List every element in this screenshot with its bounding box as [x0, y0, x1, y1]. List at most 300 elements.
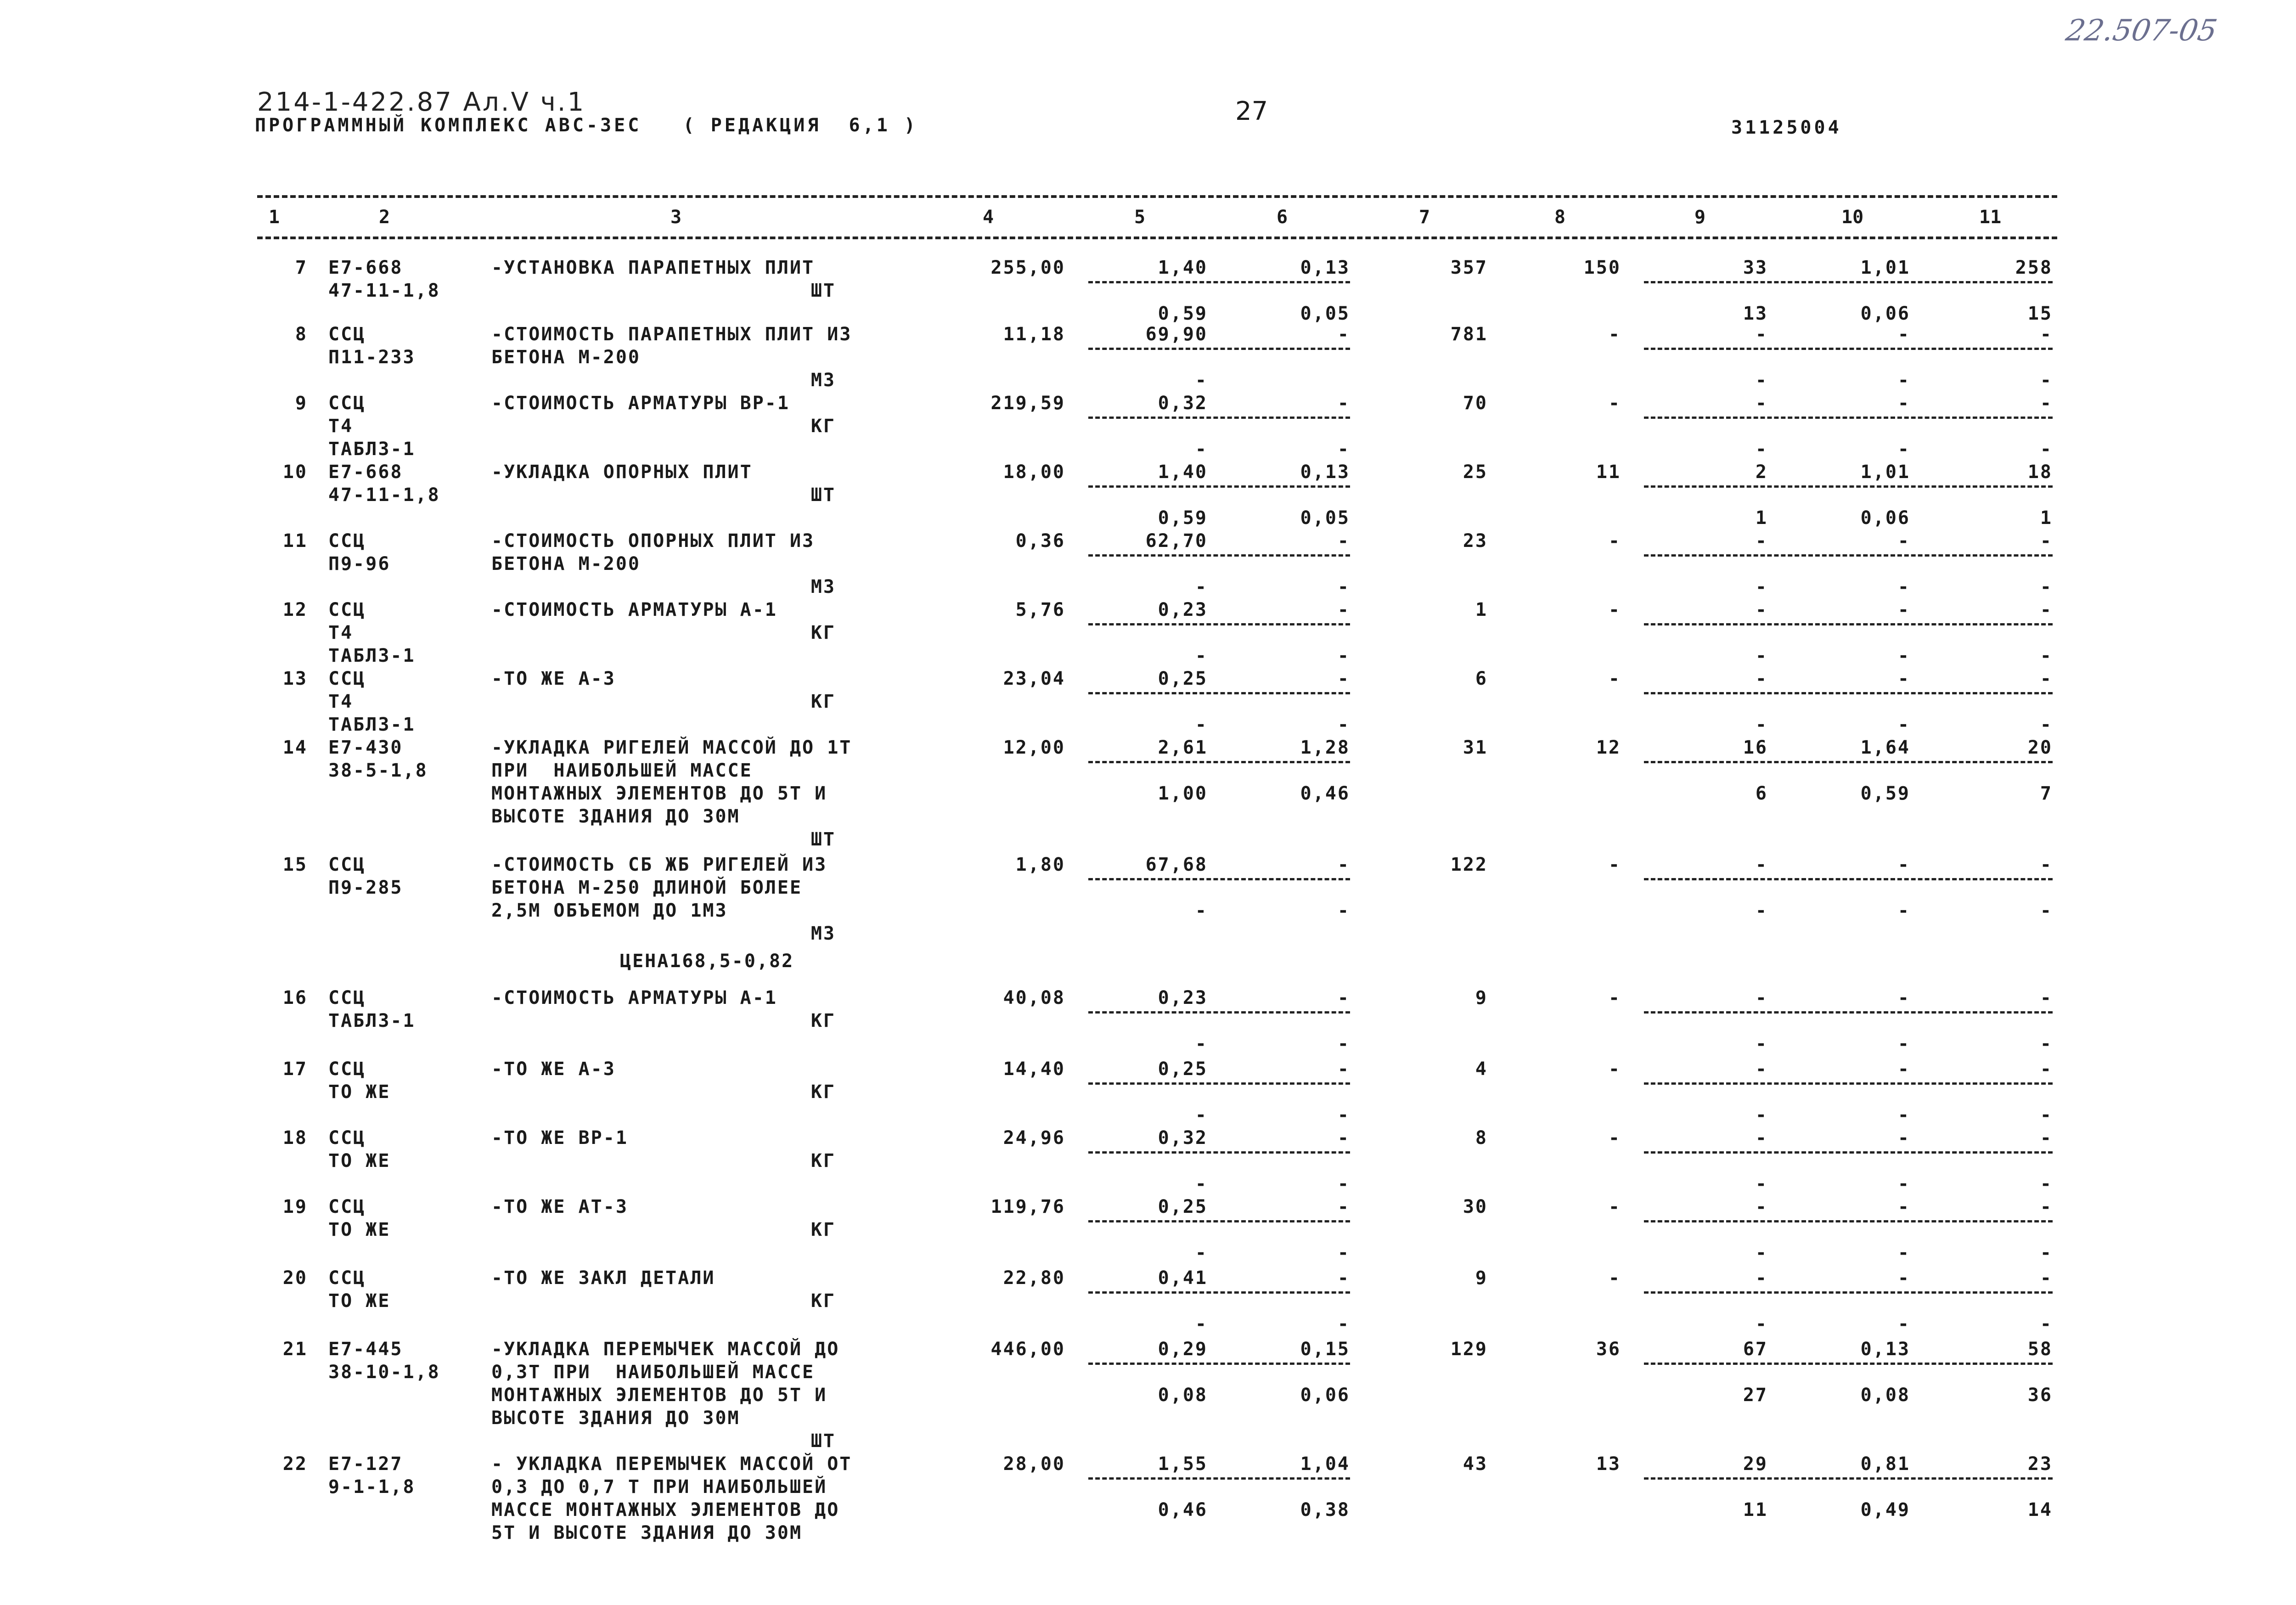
machine-total: 2	[1755, 462, 1768, 483]
wages-total: -	[1608, 854, 1621, 875]
wages-total: -	[1608, 668, 1621, 689]
row-number: 10	[282, 462, 308, 483]
cell-separator	[1644, 1011, 2053, 1014]
labor-per-unit: -	[1897, 1059, 1910, 1080]
unit-cost: 67,68	[1145, 854, 1208, 875]
unit-machine-cost-secondary: 0,38	[1300, 1499, 1350, 1521]
work-description: МАССЕ МОНТАЖНЫХ ЭЛЕМЕНТОВ ДО	[491, 1499, 840, 1521]
unit-machine-cost: -	[1337, 1059, 1350, 1080]
cell-separator	[1644, 1151, 2053, 1154]
machine-total-secondary: -	[1755, 1313, 1768, 1335]
work-description: МОНТАЖНЫХ ЭЛЕМЕНТОВ ДО 5Т И	[491, 1385, 827, 1406]
cell-separator	[1644, 1220, 2053, 1222]
machine-total: -	[1755, 324, 1768, 345]
labor-per-unit-secondary: 0,49	[1860, 1499, 1910, 1521]
labor-per-unit: -	[1897, 668, 1910, 689]
unit-cost-secondary: -	[1195, 714, 1208, 735]
work-description: -ТО ЖЕ А-3	[491, 1059, 616, 1080]
unit-machine-cost-secondary: 0,05	[1300, 507, 1350, 529]
norm-code: 47-11-1,8	[328, 280, 440, 301]
total-cost: 25	[1463, 462, 1488, 483]
unit-machine-cost: -	[1337, 668, 1350, 689]
column-header-11: 11	[1979, 207, 2002, 228]
unit-of-measure: КГ	[810, 1010, 836, 1031]
unit-cost-secondary: -	[1195, 900, 1208, 921]
labor-per-unit-secondary: 0,06	[1860, 507, 1910, 529]
cell-separator	[1644, 878, 2053, 880]
work-description: БЕТОНА М-200	[491, 347, 641, 368]
norm-code: П9-96	[328, 553, 391, 574]
unit-cost: 62,70	[1145, 530, 1208, 552]
labor-per-unit-secondary: -	[1897, 1033, 1910, 1054]
total-cost: 1	[1475, 599, 1488, 620]
labor-per-unit-secondary: 0,06	[1860, 303, 1910, 324]
norm-code: ТО ЖЕ	[328, 1290, 391, 1312]
work-description: -СТОИМОСТЬ АРМАТУРЫ ВР-1	[491, 393, 790, 414]
machine-total-secondary: 27	[1743, 1385, 1768, 1406]
labor-per-unit: 1,64	[1860, 737, 1910, 758]
work-description: -УКЛАДКА ПЕРЕМЫЧЕК МАССОЙ ДО	[491, 1339, 840, 1360]
document-number: 31125004	[1731, 117, 1842, 138]
quantity: 22,80	[1003, 1267, 1065, 1289]
norm-code: П11-233	[328, 347, 416, 368]
wages-total: 11	[1596, 462, 1621, 483]
unit-machine-cost: -	[1337, 599, 1350, 620]
column-header-8: 8	[1554, 207, 1566, 228]
norm-code: ССЦ	[328, 1059, 366, 1080]
norm-code: П9-285	[328, 877, 403, 898]
labor-per-unit: -	[1897, 1196, 1910, 1217]
total-cost: 9	[1475, 1267, 1488, 1289]
price-note: ЦЕНА168,5-0,82	[620, 951, 794, 972]
corner-stamp: 22.507-05	[2063, 14, 2220, 48]
cell-separator	[1644, 623, 2053, 625]
labor-per-unit: 1,01	[1860, 462, 1910, 483]
labor-total-secondary: -	[2040, 439, 2053, 460]
labor-total: -	[2040, 987, 2053, 1008]
norm-code: 38-10-1,8	[328, 1362, 440, 1383]
norm-code: ССЦ	[328, 324, 366, 345]
norm-code: ССЦ	[328, 1196, 366, 1217]
labor-total: 258	[2015, 257, 2053, 278]
quantity: 219,59	[990, 393, 1065, 414]
unit-of-measure: КГ	[810, 1219, 836, 1240]
row-number: 13	[282, 668, 308, 689]
machine-total-secondary: -	[1755, 714, 1768, 735]
header-bottom-rule	[257, 237, 2057, 239]
labor-per-unit-secondary: -	[1897, 1173, 1910, 1194]
unit-cost-secondary: -	[1195, 1313, 1208, 1335]
norm-code: ТАБЛ3-1	[328, 439, 416, 460]
work-description: БЕТОНА М-200	[491, 553, 641, 574]
row-number: 15	[282, 854, 308, 875]
row-number: 17	[282, 1059, 308, 1080]
cell-separator	[1644, 692, 2053, 694]
row-number: 7	[295, 257, 308, 278]
row-number: 19	[282, 1196, 308, 1217]
work-description: -УСТАНОВКА ПАРАПЕТНЫХ ПЛИТ	[491, 257, 815, 278]
norm-code: ТО ЖЕ	[328, 1219, 391, 1240]
cell-separator	[1088, 1151, 1350, 1154]
unit-cost: 0,23	[1158, 599, 1208, 620]
total-cost: 30	[1463, 1196, 1488, 1217]
unit-machine-cost: -	[1337, 393, 1350, 414]
labor-total-secondary: -	[2040, 576, 2053, 597]
quantity: 28,00	[1003, 1453, 1065, 1475]
unit-of-measure: М3	[810, 576, 836, 597]
machine-total: -	[1755, 530, 1768, 552]
cell-separator	[1088, 281, 1350, 283]
header-top-rule	[257, 195, 2057, 198]
norm-code: ССЦ	[328, 530, 366, 552]
wages-total: -	[1608, 393, 1621, 414]
unit-cost-secondary: -	[1195, 1033, 1208, 1054]
quantity: 23,04	[1003, 668, 1065, 689]
unit-machine-cost-secondary: 0,06	[1300, 1385, 1350, 1406]
quantity: 119,76	[990, 1196, 1065, 1217]
labor-per-unit: -	[1897, 854, 1910, 875]
work-description: БЕТОНА М-250 ДЛИНОЙ БОЛЕЕ	[491, 877, 803, 898]
unit-cost-secondary: -	[1195, 1242, 1208, 1263]
labor-per-unit-secondary: -	[1897, 1104, 1910, 1126]
cell-separator	[1088, 878, 1350, 880]
cell-separator	[1644, 554, 2053, 557]
unit-cost: 69,90	[1145, 324, 1208, 345]
unit-of-measure: ШТ	[810, 829, 836, 850]
column-header-4: 4	[983, 207, 994, 228]
unit-cost: 0,29	[1158, 1339, 1208, 1360]
machine-total-secondary: 13	[1743, 303, 1768, 324]
unit-of-measure: КГ	[810, 691, 836, 712]
machine-total-secondary: -	[1755, 1173, 1768, 1194]
row-number: 9	[295, 393, 308, 414]
machine-total: -	[1755, 1267, 1768, 1289]
unit-machine-cost-secondary: -	[1337, 576, 1350, 597]
unit-cost: 0,25	[1158, 1196, 1208, 1217]
cell-separator	[1644, 1082, 2053, 1085]
labor-total-secondary: -	[2040, 1242, 2053, 1263]
labor-per-unit-secondary: -	[1897, 645, 1910, 666]
labor-per-unit: -	[1897, 1267, 1910, 1289]
row-number: 12	[282, 599, 308, 620]
wages-total: 150	[1583, 257, 1621, 278]
total-cost: 23	[1463, 530, 1488, 552]
labor-total: 18	[2027, 462, 2053, 483]
machine-total-secondary: 11	[1743, 1499, 1768, 1521]
labor-per-unit-secondary: -	[1897, 900, 1910, 921]
labor-total-secondary: 1	[2040, 507, 2053, 529]
labor-total: -	[2040, 393, 2053, 414]
labor-total: -	[2040, 854, 2053, 875]
unit-cost: 0,25	[1158, 668, 1208, 689]
unit-machine-cost: -	[1337, 1196, 1350, 1217]
work-description: 2,5М ОБЪЕМОМ ДО 1М3	[491, 900, 728, 921]
labor-per-unit: -	[1897, 530, 1910, 552]
unit-of-measure: КГ	[810, 1290, 836, 1312]
machine-total-secondary: 1	[1755, 507, 1768, 529]
cell-separator	[1644, 1477, 2053, 1480]
unit-machine-cost: 0,13	[1300, 462, 1350, 483]
labor-total-secondary: 36	[2027, 1385, 2053, 1406]
labor-total-secondary: -	[2040, 1033, 2053, 1054]
work-description: -ТО ЖЕ АТ-3	[491, 1196, 628, 1217]
unit-cost: 0,23	[1158, 987, 1208, 1008]
quantity: 24,96	[1003, 1127, 1065, 1149]
cell-separator	[1644, 761, 2053, 763]
unit-machine-cost-secondary: -	[1337, 714, 1350, 735]
unit-of-measure: КГ	[810, 1150, 836, 1171]
machine-total: -	[1755, 1127, 1768, 1149]
row-number: 8	[295, 324, 308, 345]
norm-code: Е7-445	[328, 1339, 403, 1360]
unit-cost-secondary: -	[1195, 1104, 1208, 1126]
work-description: ВЫСОТЕ ЗДАНИЯ ДО 30М	[491, 806, 740, 827]
labor-per-unit-secondary: 0,08	[1860, 1385, 1910, 1406]
norm-code: Т4	[328, 622, 354, 643]
norm-code: ТАБЛ3-1	[328, 1010, 416, 1031]
cell-separator	[1644, 1363, 2053, 1365]
labor-per-unit: 1,01	[1860, 257, 1910, 278]
labor-total: -	[2040, 324, 2053, 345]
norm-code: ТО ЖЕ	[328, 1150, 391, 1171]
unit-machine-cost: -	[1337, 324, 1350, 345]
unit-cost: 0,41	[1158, 1267, 1208, 1289]
unit-machine-cost-secondary: -	[1337, 645, 1350, 666]
machine-total-secondary: -	[1755, 370, 1768, 391]
norm-code: Е7-668	[328, 462, 403, 483]
unit-cost-secondary: 0,59	[1158, 303, 1208, 324]
unit-machine-cost-secondary: -	[1337, 1104, 1350, 1126]
labor-per-unit: 0,13	[1860, 1339, 1910, 1360]
labor-total-secondary: -	[2040, 900, 2053, 921]
machine-total-secondary: -	[1755, 1033, 1768, 1054]
total-cost: 357	[1450, 257, 1488, 278]
labor-total: 23	[2027, 1453, 2053, 1475]
work-description: 0,3 ДО 0,7 Т ПРИ НАИБОЛЬШЕЙ	[491, 1476, 827, 1498]
machine-total: -	[1755, 599, 1768, 620]
work-description: -ТО ЖЕ А-3	[491, 668, 616, 689]
labor-per-unit: -	[1897, 324, 1910, 345]
machine-total: 16	[1743, 737, 1768, 758]
labor-per-unit-secondary: -	[1897, 576, 1910, 597]
work-description: -УКЛАДКА ОПОРНЫХ ПЛИТ	[491, 462, 753, 483]
labor-total: -	[2040, 668, 2053, 689]
wages-total: -	[1608, 1267, 1621, 1289]
total-cost: 6	[1475, 668, 1488, 689]
unit-of-measure: КГ	[810, 416, 836, 437]
machine-total: -	[1755, 1059, 1768, 1080]
unit-of-measure: М3	[810, 370, 836, 391]
wages-total: 13	[1596, 1453, 1621, 1475]
unit-of-measure: КГ	[810, 622, 836, 643]
labor-per-unit-secondary: -	[1897, 1242, 1910, 1263]
total-cost: 781	[1450, 324, 1488, 345]
wages-total: 36	[1596, 1339, 1621, 1360]
wages-total: -	[1608, 324, 1621, 345]
labor-per-unit-secondary: -	[1897, 439, 1910, 460]
unit-machine-cost-secondary: -	[1337, 1173, 1350, 1194]
labor-per-unit: -	[1897, 599, 1910, 620]
quantity: 5,76	[1015, 599, 1065, 620]
machine-total-secondary: -	[1755, 439, 1768, 460]
machine-total: -	[1755, 1196, 1768, 1217]
machine-total: -	[1755, 854, 1768, 875]
cell-separator	[1088, 485, 1350, 488]
row-number: 22	[282, 1453, 308, 1475]
norm-code: ССЦ	[328, 854, 366, 875]
unit-cost-secondary: 0,59	[1158, 507, 1208, 529]
labor-total-secondary: 15	[2027, 303, 2053, 324]
cell-separator	[1088, 348, 1350, 350]
cell-separator	[1088, 692, 1350, 694]
unit-cost-secondary: -	[1195, 576, 1208, 597]
work-description: -УКЛАДКА РИГЕЛЕЙ МАССОЙ ДО 1Т	[491, 737, 852, 758]
page-number: 27	[1235, 96, 1268, 126]
unit-machine-cost-secondary: 0,05	[1300, 303, 1350, 324]
labor-total: -	[2040, 1267, 2053, 1289]
labor-total: 58	[2027, 1339, 2053, 1360]
unit-machine-cost: -	[1337, 1267, 1350, 1289]
total-cost: 9	[1475, 987, 1488, 1008]
machine-total: -	[1755, 987, 1768, 1008]
quantity: 1,80	[1015, 854, 1065, 875]
norm-code: ТО ЖЕ	[328, 1081, 391, 1103]
cell-separator	[1088, 623, 1350, 625]
labor-total-secondary: -	[2040, 714, 2053, 735]
unit-machine-cost: 1,28	[1300, 737, 1350, 758]
norm-code: ССЦ	[328, 599, 366, 620]
labor-per-unit: -	[1897, 1127, 1910, 1149]
work-description: ВЫСОТЕ ЗДАНИЯ ДО 30М	[491, 1408, 740, 1429]
work-description: -СТОИМОСТЬ ПАРАПЕТНЫХ ПЛИТ ИЗ	[491, 324, 852, 345]
quantity: 11,18	[1003, 324, 1065, 345]
labor-per-unit: 0,81	[1860, 1453, 1910, 1475]
work-description: -СТОИМОСТЬ АРМАТУРЫ А-1	[491, 987, 777, 1008]
unit-of-measure: ШТ	[810, 1430, 836, 1452]
labor-total: -	[2040, 530, 2053, 552]
cell-separator	[1644, 281, 2053, 283]
labor-per-unit: -	[1897, 987, 1910, 1008]
column-header-10: 10	[1841, 207, 1864, 228]
unit-cost-secondary: 1,00	[1158, 783, 1208, 804]
unit-of-measure: КГ	[810, 1081, 836, 1103]
labor-per-unit-secondary: -	[1897, 370, 1910, 391]
machine-total-secondary: 6	[1755, 783, 1768, 804]
unit-machine-cost-secondary: -	[1337, 900, 1350, 921]
unit-machine-cost: -	[1337, 530, 1350, 552]
labor-total: -	[2040, 1196, 2053, 1217]
work-description: -ТО ЖЕ ЗАКЛ ДЕТАЛИ	[491, 1267, 715, 1289]
cell-separator	[1088, 1477, 1350, 1480]
quantity: 40,08	[1003, 987, 1065, 1008]
labor-total-secondary: -	[2040, 370, 2053, 391]
norm-code: 9-1-1,8	[328, 1476, 416, 1498]
total-cost: 70	[1463, 393, 1488, 414]
labor-per-unit-secondary: 0,59	[1860, 783, 1910, 804]
cell-separator	[1644, 348, 2053, 350]
column-header-2: 2	[379, 207, 390, 228]
column-header-6: 6	[1277, 207, 1288, 228]
work-description: 0,3Т ПРИ НАИБОЛЬШЕЙ МАССЕ	[491, 1362, 815, 1383]
unit-cost-secondary: -	[1195, 370, 1208, 391]
unit-machine-cost-secondary: -	[1337, 1033, 1350, 1054]
norm-code: ТАБЛ3-1	[328, 645, 416, 666]
unit-machine-cost: 0,13	[1300, 257, 1350, 278]
unit-cost-secondary: -	[1195, 439, 1208, 460]
unit-cost: 0,32	[1158, 393, 1208, 414]
unit-cost-secondary: 0,46	[1158, 1499, 1208, 1521]
norm-code: ССЦ	[328, 668, 366, 689]
machine-total: -	[1755, 393, 1768, 414]
unit-cost: 0,25	[1158, 1059, 1208, 1080]
machine-total-secondary: -	[1755, 1242, 1768, 1263]
wages-total: -	[1608, 599, 1621, 620]
machine-total-secondary: -	[1755, 900, 1768, 921]
unit-machine-cost: 0,15	[1300, 1339, 1350, 1360]
wages-total: -	[1608, 987, 1621, 1008]
cell-separator	[1088, 1082, 1350, 1085]
row-number: 21	[282, 1339, 308, 1360]
work-description: - УКЛАДКА ПЕРЕМЫЧЕК МАССОЙ ОТ	[491, 1453, 852, 1475]
unit-cost-secondary: 0,08	[1158, 1385, 1208, 1406]
work-description: -СТОИМОСТЬ АРМАТУРЫ А-1	[491, 599, 777, 620]
quantity: 18,00	[1003, 462, 1065, 483]
cell-separator	[1088, 554, 1350, 557]
labor-total: -	[2040, 1059, 2053, 1080]
work-description: -ТО ЖЕ ВР-1	[491, 1127, 628, 1149]
unit-of-measure: ШТ	[810, 280, 836, 301]
row-number: 16	[282, 987, 308, 1008]
labor-per-unit-secondary: -	[1897, 1313, 1910, 1335]
norm-code: ССЦ	[328, 393, 366, 414]
cell-separator	[1088, 761, 1350, 763]
labor-total-secondary: 7	[2040, 783, 2053, 804]
column-header-9: 9	[1694, 207, 1706, 228]
unit-cost: 1,55	[1158, 1453, 1208, 1475]
machine-total-secondary: -	[1755, 645, 1768, 666]
unit-of-measure: М3	[810, 923, 836, 944]
labor-total-secondary: -	[2040, 1173, 2053, 1194]
norm-code: 38-5-1,8	[328, 760, 428, 781]
labor-total: -	[2040, 1127, 2053, 1149]
column-header-1: 1	[269, 207, 280, 228]
norm-code: ССЦ	[328, 987, 366, 1008]
wages-total: -	[1608, 1127, 1621, 1149]
quantity: 255,00	[990, 257, 1065, 278]
total-cost: 122	[1450, 854, 1488, 875]
machine-total: 29	[1743, 1453, 1768, 1475]
cell-separator	[1088, 1011, 1350, 1014]
wages-total: -	[1608, 530, 1621, 552]
unit-machine-cost: -	[1337, 1127, 1350, 1149]
machine-total-secondary: -	[1755, 1104, 1768, 1126]
total-cost: 129	[1450, 1339, 1488, 1360]
labor-total: -	[2040, 599, 2053, 620]
total-cost: 8	[1475, 1127, 1488, 1149]
machine-total: 67	[1743, 1339, 1768, 1360]
norm-code: 47-11-1,8	[328, 484, 440, 506]
norm-code: ССЦ	[328, 1267, 366, 1289]
total-cost: 43	[1463, 1453, 1488, 1475]
wages-total: 12	[1596, 737, 1621, 758]
column-header-7: 7	[1419, 207, 1430, 228]
quantity: 0,36	[1015, 530, 1065, 552]
quantity: 12,00	[1003, 737, 1065, 758]
work-description: -СТОИМОСТЬ ОПОРНЫХ ПЛИТ ИЗ	[491, 530, 815, 552]
cell-separator	[1644, 1291, 2053, 1294]
unit-cost: 0,32	[1158, 1127, 1208, 1149]
norm-code: ТАБЛ3-1	[328, 714, 416, 735]
